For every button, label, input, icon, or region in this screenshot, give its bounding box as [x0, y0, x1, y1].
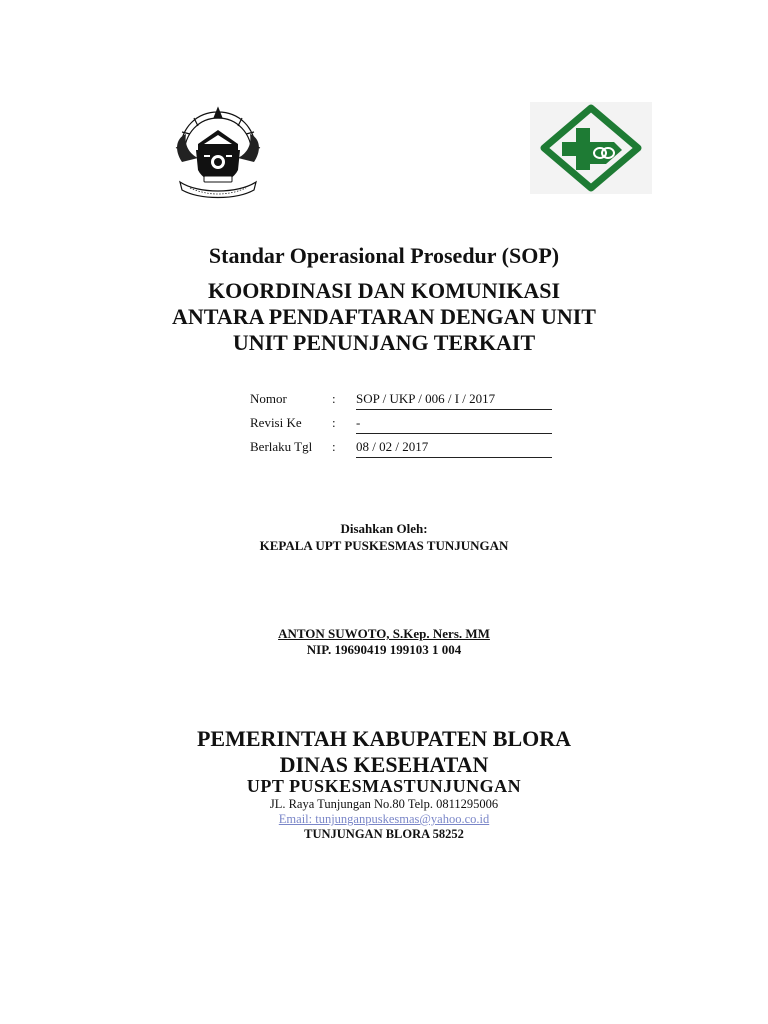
government-name: PEMERINTAH KABUPATEN BLORA: [196, 726, 572, 751]
approval-position: KEPALA UPT PUSKESMAS TUNJUNGAN: [259, 538, 509, 553]
info-value-berlaku: 08 / 02 / 2017: [356, 439, 552, 458]
approval-block: [0, 520, 768, 554]
document-title-line: UNIT PENUNJANG TERKAIT: [232, 330, 536, 355]
email-link[interactable]: Email: tunjunganpuskesmas@yahoo.co.id: [278, 812, 490, 826]
puskesmas-logo: [530, 102, 652, 194]
city-line: TUNJUNGAN BLORA 58252: [304, 827, 464, 841]
info-label: Berlaku Tgl: [250, 439, 313, 454]
approval-label: Disahkan Oleh:: [340, 521, 428, 536]
address-line: JL. Raya Tunjungan No.80 Telp. 0811295006: [269, 797, 499, 811]
signer-nip: NIP. 19690419 199103 1 004: [306, 642, 462, 657]
info-colon: :: [332, 391, 336, 406]
regency-emblem-icon: [168, 104, 268, 202]
info-value-revisi: -: [356, 415, 552, 434]
document-title-line: KOORDINASI DAN KOMUNIKASI: [207, 278, 561, 303]
puskesmas-cross-logo-icon: [530, 102, 652, 194]
address-block: [0, 797, 768, 842]
document-title-line: ANTARA PENDAFTARAN DENGAN UNIT: [172, 304, 596, 329]
document-title: [0, 278, 768, 356]
signer-name: ANTON SUWOTO, S.Kep. Ners. MM: [278, 626, 490, 641]
signer-block: [0, 626, 768, 658]
government-header: [0, 726, 768, 778]
info-label: Revisi Ke: [250, 415, 302, 430]
upt-name: UPT PUSKESMASTUNJUNGAN: [246, 776, 522, 796]
info-colon: :: [332, 439, 336, 454]
info-value-nomor: SOP / UKP / 006 / I / 2017: [356, 391, 552, 410]
department-name: DINAS KESEHATAN: [279, 752, 489, 777]
info-label: Nomor: [250, 391, 287, 406]
info-colon: :: [332, 415, 336, 430]
sop-title: Standar Operasional Prosedur (SOP): [208, 243, 560, 268]
